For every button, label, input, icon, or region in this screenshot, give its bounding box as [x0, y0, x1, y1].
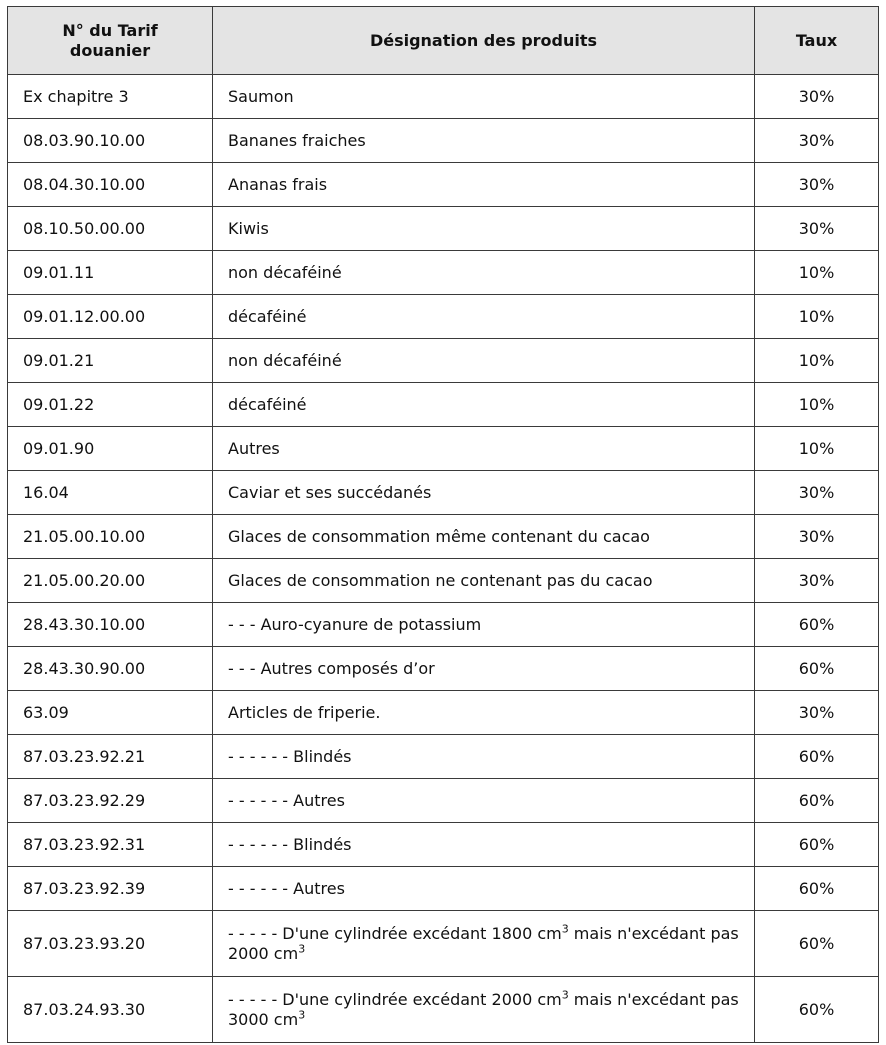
table-row: [8, 471, 879, 515]
table-row: [8, 559, 879, 603]
designation-cell: Bananes fraiches: [213, 119, 755, 163]
tariff-number-cell: 87.03.23.92.29: [8, 779, 213, 823]
rate-cell: 30%: [755, 207, 879, 251]
rate-cell: 30%: [755, 163, 879, 207]
tariff-number-cell: 87.03.24.93.30: [8, 977, 213, 1043]
rate-cell: 10%: [755, 339, 879, 383]
table-body: [8, 75, 879, 1043]
designation-cell: - - - - - - Blindés: [213, 735, 755, 779]
rate-cell: 10%: [755, 383, 879, 427]
tariff-number-cell: 09.01.22: [8, 383, 213, 427]
designation-cell: - - - - - - Autres: [213, 779, 755, 823]
tariff-number-cell: 63.09: [8, 691, 213, 735]
table-row: [8, 207, 879, 251]
table-row: [8, 647, 879, 691]
tariff-number-cell: 08.03.90.10.00: [8, 119, 213, 163]
table-row: [8, 823, 879, 867]
table-row: [8, 427, 879, 471]
table-row: [8, 911, 879, 977]
tariff-number-cell: 09.01.11: [8, 251, 213, 295]
table-row: [8, 977, 879, 1043]
header-rate: Taux: [755, 7, 879, 75]
rate-cell: 60%: [755, 647, 879, 691]
designation-cell: Caviar et ses succédanés: [213, 471, 755, 515]
designation-cell: Glaces de consommation ne contenant pas du cacao: [213, 559, 755, 603]
designation-cell: Glaces de consommation même contenant du cacao: [213, 515, 755, 559]
tariff-number-cell: 28.43.30.90.00: [8, 647, 213, 691]
table-row: [8, 515, 879, 559]
tariff-number-cell: 21.05.00.20.00: [8, 559, 213, 603]
designation-cell: non décaféiné: [213, 339, 755, 383]
table-row: [8, 119, 879, 163]
designation-cell: - - - - - - Blindés: [213, 823, 755, 867]
tariff-number-cell: 21.05.00.10.00: [8, 515, 213, 559]
table-row: [8, 339, 879, 383]
rate-cell: 10%: [755, 295, 879, 339]
designation-text: - - - - - D'une cylindrée excédant 2000 cm: [228, 989, 562, 1009]
superscript-exponent: 3: [561, 988, 569, 1002]
rate-cell: 60%: [755, 867, 879, 911]
tariff-number-cell: 09.01.21: [8, 339, 213, 383]
rate-cell: 60%: [755, 735, 879, 779]
superscript-exponent: 3: [298, 942, 306, 956]
designation-text: - - - - - D'une cylindrée excédant 1800 cm: [228, 923, 562, 943]
tariff-number-cell: 09.01.12.00.00: [8, 295, 213, 339]
tariff-number-cell: 87.03.23.92.21: [8, 735, 213, 779]
rate-cell: 30%: [755, 559, 879, 603]
designation-cell: Articles de friperie.: [213, 691, 755, 735]
rate-cell: 30%: [755, 691, 879, 735]
rate-cell: 10%: [755, 427, 879, 471]
table-row: [8, 691, 879, 735]
superscript-exponent: 3: [561, 922, 569, 936]
designation-cell: - - - - - - Autres: [213, 867, 755, 911]
tariff-number-cell: 87.03.23.92.31: [8, 823, 213, 867]
rate-cell: 10%: [755, 251, 879, 295]
superscript-exponent: 3: [298, 1008, 306, 1022]
designation-cell: Saumon: [213, 75, 755, 119]
tariff-number-cell: Ex chapitre 3: [8, 75, 213, 119]
rate-cell: 30%: [755, 515, 879, 559]
header-tariff-number-line1: N° du Tarif: [62, 20, 158, 40]
tariff-number-cell: 28.43.30.10.00: [8, 603, 213, 647]
table-row: [8, 779, 879, 823]
designation-cell: Kiwis: [213, 207, 755, 251]
rate-cell: 60%: [755, 603, 879, 647]
rate-cell: 60%: [755, 911, 879, 977]
table-row: [8, 735, 879, 779]
designation-cell: - - - Auro-cyanure de potassium: [213, 603, 755, 647]
designation-text: mais n'excédant pas 3000 cm: [228, 989, 739, 1029]
tariff-number-cell: 87.03.23.93.20: [8, 911, 213, 977]
table-row: [8, 251, 879, 295]
tariff-table: [7, 6, 879, 1043]
rate-cell: 60%: [755, 977, 879, 1043]
header-tariff-number: [8, 7, 213, 75]
tariff-number-cell: 08.04.30.10.00: [8, 163, 213, 207]
rate-cell: 30%: [755, 119, 879, 163]
rate-cell: 60%: [755, 823, 879, 867]
rate-cell: 60%: [755, 779, 879, 823]
rate-cell: 30%: [755, 471, 879, 515]
designation-cell: décaféiné: [213, 295, 755, 339]
header-designation: Désignation des produits: [213, 7, 755, 75]
designation-text: mais n'excédant pas 2000 cm: [228, 923, 739, 963]
tariff-number-cell: 08.10.50.00.00: [8, 207, 213, 251]
designation-cell: Ananas frais: [213, 163, 755, 207]
tariff-number-cell: 87.03.23.92.39: [8, 867, 213, 911]
designation-cell: - - - Autres composés d’or: [213, 647, 755, 691]
header-tariff-number-line2: douanier: [69, 40, 151, 60]
rate-cell: 30%: [755, 75, 879, 119]
designation-cell: [213, 911, 755, 977]
designation-cell: Autres: [213, 427, 755, 471]
table-row: [8, 163, 879, 207]
tariff-number-cell: 09.01.90: [8, 427, 213, 471]
table-row: [8, 603, 879, 647]
table-row: [8, 383, 879, 427]
designation-cell: [213, 977, 755, 1043]
table-row: [8, 867, 879, 911]
tariff-number-cell: 16.04: [8, 471, 213, 515]
designation-cell: décaféiné: [213, 383, 755, 427]
header-row: [8, 7, 879, 75]
table-header: [8, 7, 879, 75]
table-row: [8, 75, 879, 119]
designation-cell: non décaféiné: [213, 251, 755, 295]
table-row: [8, 295, 879, 339]
